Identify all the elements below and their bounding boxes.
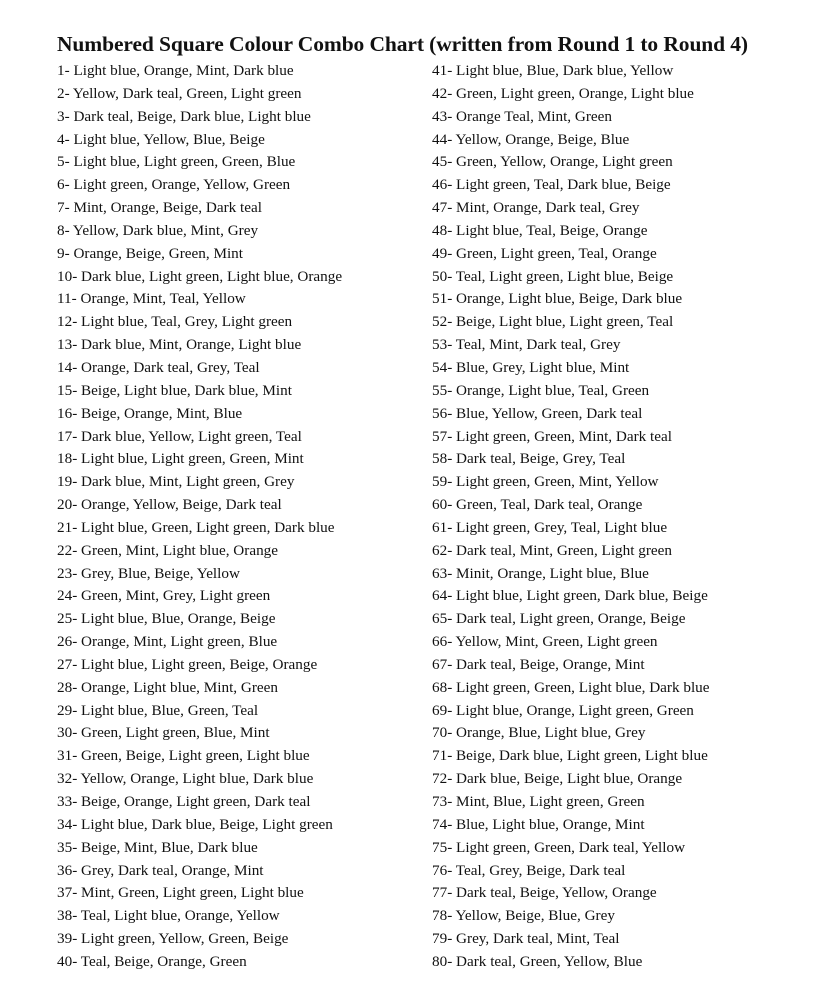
combo-entry: 50- Teal, Light green, Light blue, Beige <box>432 267 674 285</box>
combo-entry: 25- Light blue, Blue, Orange, Beige <box>57 610 276 628</box>
combo-entry: 63- Minit, Orange, Light blue, Blue <box>432 564 649 582</box>
combo-entry: 30- Green, Light green, Blue, Mint <box>57 724 270 742</box>
combo-entry: 5- Light blue, Light green, Green, Blue <box>57 153 296 171</box>
combo-entry: 49- Green, Light green, Teal, Orange <box>432 244 657 262</box>
combo-entry: 71- Beige, Dark blue, Light green, Light blue <box>432 747 708 765</box>
combo-entry: 51- Orange, Light blue, Beige, Dark blue <box>432 290 683 308</box>
combo-entry: 52- Beige, Light blue, Light green, Teal <box>432 313 674 331</box>
combo-entry: 75- Light green, Green, Dark teal, Yellow <box>432 838 686 856</box>
combo-entry: 19- Dark blue, Mint, Light green, Grey <box>57 473 295 491</box>
combo-list-left <box>57 60 427 974</box>
combo-entry: 56- Blue, Yellow, Green, Dark teal <box>432 404 643 422</box>
combo-entry: 26- Orange, Mint, Light green, Blue <box>57 633 278 651</box>
combo-entry: 12- Light blue, Teal, Grey, Light green <box>57 313 293 331</box>
combo-entry: 42- Green, Light green, Orange, Light blue <box>432 84 694 102</box>
combo-entry: 43- Orange Teal, Mint, Green <box>432 107 613 125</box>
combo-entry: 35- Beige, Mint, Blue, Dark blue <box>57 838 258 856</box>
combo-list-right <box>432 60 822 974</box>
combo-entry: 37- Mint, Green, Light green, Light blue <box>57 884 304 902</box>
combo-entry: 45- Green, Yellow, Orange, Light green <box>432 153 673 171</box>
combo-entry: 20- Orange, Yellow, Beige, Dark teal <box>57 496 282 514</box>
combo-entry: 29- Light blue, Blue, Green, Teal <box>57 701 259 719</box>
combo-entry: 7- Mint, Orange, Beige, Dark teal <box>57 199 262 217</box>
combo-entry: 55- Orange, Light blue, Teal, Green <box>432 381 650 399</box>
combo-entry: 8- Yellow, Dark blue, Mint, Grey <box>57 221 259 239</box>
combo-entry: 21- Light blue, Green, Light green, Dark blue <box>57 518 335 536</box>
combo-entry: 48- Light blue, Teal, Beige, Orange <box>432 221 648 239</box>
combo-entry: 53- Teal, Mint, Dark teal, Grey <box>432 336 621 354</box>
combo-entry: 47- Mint, Orange, Dark teal, Grey <box>432 199 640 217</box>
combo-entry: 4- Light blue, Yellow, Blue, Beige <box>57 130 265 148</box>
page-title: Numbered Square Colour Combo Chart (written from Round 1 to Round 4) <box>57 32 748 56</box>
combo-entry: 23- Grey, Blue, Beige, Yellow <box>57 564 240 582</box>
combo-entry: 40- Teal, Beige, Orange, Green <box>57 952 247 970</box>
combo-entry: 46- Light green, Teal, Dark blue, Beige <box>432 176 671 194</box>
combo-entry: 16- Beige, Orange, Mint, Blue <box>57 404 243 422</box>
combo-entry: 66- Yellow, Mint, Green, Light green <box>432 633 658 651</box>
combo-entry: 1- Light blue, Orange, Mint, Dark blue <box>57 62 294 79</box>
combo-entry: 3- Dark teal, Beige, Dark blue, Light blue <box>57 107 311 125</box>
combo-entry: 22- Green, Mint, Light blue, Orange <box>57 541 279 559</box>
combo-entry: 78- Yellow, Beige, Blue, Grey <box>432 907 615 925</box>
combo-entry: 58- Dark teal, Beige, Grey, Teal <box>432 450 626 468</box>
combo-entry: 65- Dark teal, Light green, Orange, Beige <box>432 610 686 628</box>
combo-entry: 62- Dark teal, Mint, Green, Light green <box>432 541 672 559</box>
combo-entry: 36- Grey, Dark teal, Orange, Mint <box>57 861 264 879</box>
combo-entry: 17- Dark blue, Yellow, Light green, Teal <box>57 427 302 445</box>
combo-entry: 38- Teal, Light blue, Orange, Yellow <box>57 907 280 925</box>
combo-entry: 6- Light green, Orange, Yellow, Green <box>57 176 291 194</box>
combo-entry: 27- Light blue, Light green, Beige, Orange <box>57 655 318 673</box>
combo-entry: 54- Blue, Grey, Light blue, Mint <box>432 358 630 376</box>
combo-entry: 77- Dark teal, Beige, Yellow, Orange <box>432 884 657 902</box>
combo-entry: 31- Green, Beige, Light green, Light blue <box>57 747 310 765</box>
combo-entry: 33- Beige, Orange, Light green, Dark teal <box>57 793 311 810</box>
combo-entry: 28- Orange, Light blue, Mint, Green <box>57 678 279 696</box>
combo-entry: 80- Dark teal, Green, Yellow, Blue <box>432 952 643 970</box>
combo-entry: 64- Light blue, Light green, Dark blue, Beige <box>432 587 708 605</box>
combo-entry: 69- Light blue, Orange, Light green, Green <box>432 701 694 719</box>
combo-entry: 76- Teal, Grey, Beige, Dark teal <box>432 861 626 879</box>
combo-entry: 41- Light blue, Blue, Dark blue, Yellow <box>432 62 674 79</box>
combo-entry: 13- Dark blue, Mint, Orange, Light blue <box>57 336 302 354</box>
combo-entry: 44- Yellow, Orange, Beige, Blue <box>432 130 630 148</box>
combo-entry: 14- Orange, Dark teal, Grey, Teal <box>57 358 260 376</box>
combo-entry: 9- Orange, Beige, Green, Mint <box>57 244 243 262</box>
combo-entry: 2- Yellow, Dark teal, Green, Light green <box>57 84 302 102</box>
combo-entry: 67- Dark teal, Beige, Orange, Mint <box>432 655 645 673</box>
combo-entry: 32- Yellow, Orange, Light blue, Dark blue <box>57 770 314 788</box>
combo-entry: 11- Orange, Mint, Teal, Yellow <box>57 290 246 308</box>
combo-entry: 73- Mint, Blue, Light green, Green <box>432 793 645 810</box>
combo-entry: 72- Dark blue, Beige, Light blue, Orange <box>432 770 683 788</box>
combo-entry: 39- Light green, Yellow, Green, Beige <box>57 930 289 948</box>
combo-entry: 57- Light green, Green, Mint, Dark teal <box>432 427 672 445</box>
combo-entry: 59- Light green, Green, Mint, Yellow <box>432 473 659 491</box>
combo-entry: 60- Green, Teal, Dark teal, Orange <box>432 496 643 514</box>
combo-entry: 79- Grey, Dark teal, Mint, Teal <box>432 930 620 948</box>
combo-entry: 18- Light blue, Light green, Green, Mint <box>57 450 304 468</box>
combo-entry: 74- Blue, Light blue, Orange, Mint <box>432 815 645 833</box>
combo-entry: 61- Light green, Grey, Teal, Light blue <box>432 518 668 536</box>
combo-entry: 24- Green, Mint, Grey, Light green <box>57 587 271 605</box>
combo-entry: 15- Beige, Light blue, Dark blue, Mint <box>57 381 292 399</box>
combo-entry: 70- Orange, Blue, Light blue, Grey <box>432 724 646 742</box>
combo-entry: 34- Light blue, Dark blue, Beige, Light green <box>57 815 333 833</box>
combo-entry: 10- Dark blue, Light green, Light blue, Orange <box>57 267 343 285</box>
combo-entry: 68- Light green, Green, Light blue, Dark blue <box>432 678 710 696</box>
